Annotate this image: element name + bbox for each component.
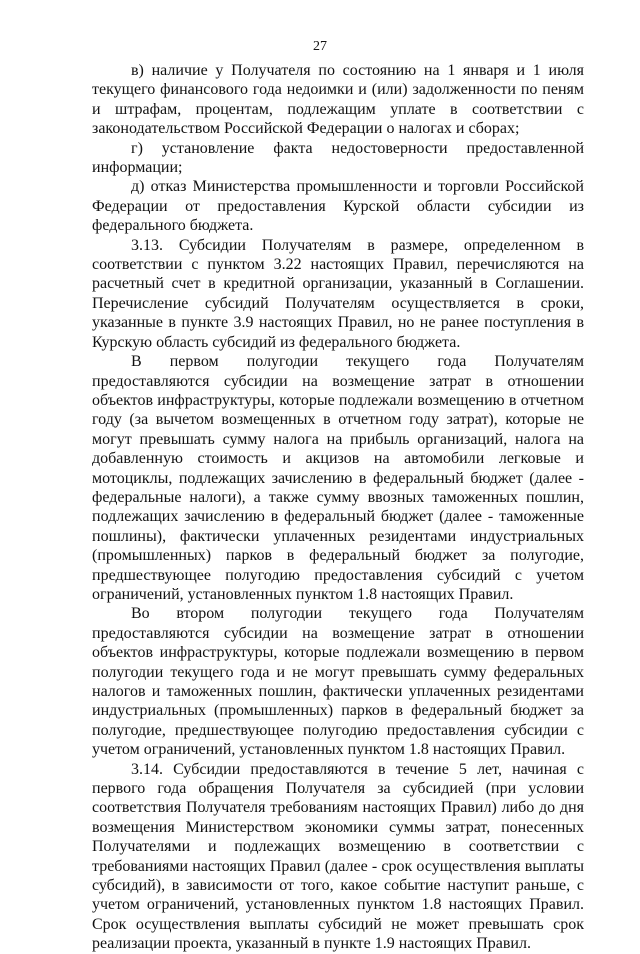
paragraph-second-half-year: Во втором полугодии текущего года Получателям предоставляются субсидии на возмещение затрат в отношении объектов инфраструктуры, которые подлежали возмещению в первом полугодии текущего года и не могут превышать сумму федеральных налогов и таможенных пошлин, фактически уплаченных резидентами индустриальных (промышленных) парков в федеральный бюджет за полугодие, предшествующее полугодию предоставления субсидии с учетом ограничений, установленных пунктом 1.8 настоящих Правил. [92,605,584,759]
paragraph-clause-d: д) отказ Министерства промышленности и торговли Российской Федерации от предоставления Курской области субсидии из федерального бюджета. [92,178,584,235]
paragraph-clause-g: г) установление факта недостоверности предоставленной информации; [92,139,584,177]
document-body [92,61,584,954]
paragraph-3-13: 3.13. Субсидии Получателям в размере, определенном в соответствии с пунктом 3.22 настоящих Правил, перечисляются на расчетный счет в кредитной организации, указанный в Соглашении. Перечисление субсидий Получателям осуществляется в сроки, указанные в пункте 3.9 настоящих Правил, но не ранее поступления в Курскую область субсидий из федерального бюджета. [92,236,584,351]
paragraph-3-14: 3.14. Субсидии предоставляются в течение 5 лет, начиная с первого года обращения Получателя за субсидией (при условии соответствия Получателя требованиям настоящих Правил) либо до дня возмещения Министерством экономики суммы затрат, понесенных Получателями и подлежащих возмещению в соответствии с требованиями настоящих Правил (далее - срок осуществления выплаты субсидий), в зависимости от того, какое событие наступит раньше, с учетом ограничений, установленных пунктом 1.8 настоящих Правил. Срок осуществления выплаты субсидий не может превышать срок реализации проекта, указанный в пункте 1.9 настоящих Правил. [92,760,584,953]
page-number: 27 [313,39,327,54]
paragraph-clause-v: в) наличие у Получателя по состоянию на 1 января и 1 июля текущего финансового года недоимки и (или) задолженности по пеням и штрафам, процентам, подлежащим уплате в соответствии с законодательством Российской Федерации о налогах и сборах; [92,62,584,138]
paragraph-first-half-year: В первом полугодии текущего года Получателям предоставляются субсидии на возмещение затрат в отношении объектов инфраструктуры, которые подлежали возмещению в отчетном году (за вычетом возмещенных в отчетном году затрат), которые не могут превышать сумму налога на прибыль организаций, налога на добавленную стоимость и акцизов на автомобили легковые и мотоциклы, подлежащих зачислению в федеральный бюджет (далее - федеральные налоги), а также сумму ввозных таможенных пошлин, подлежащих зачислению в федеральный бюджет (далее - таможенные пошлины), фактически уплаченных резидентами индустриальных (промышленных) парков в федеральный бюджет за полугодие, предшествующее полугодию предоставления субсидий с учетом ограничений, установленных пунктом 1.8 настоящих Правил. [92,353,584,603]
